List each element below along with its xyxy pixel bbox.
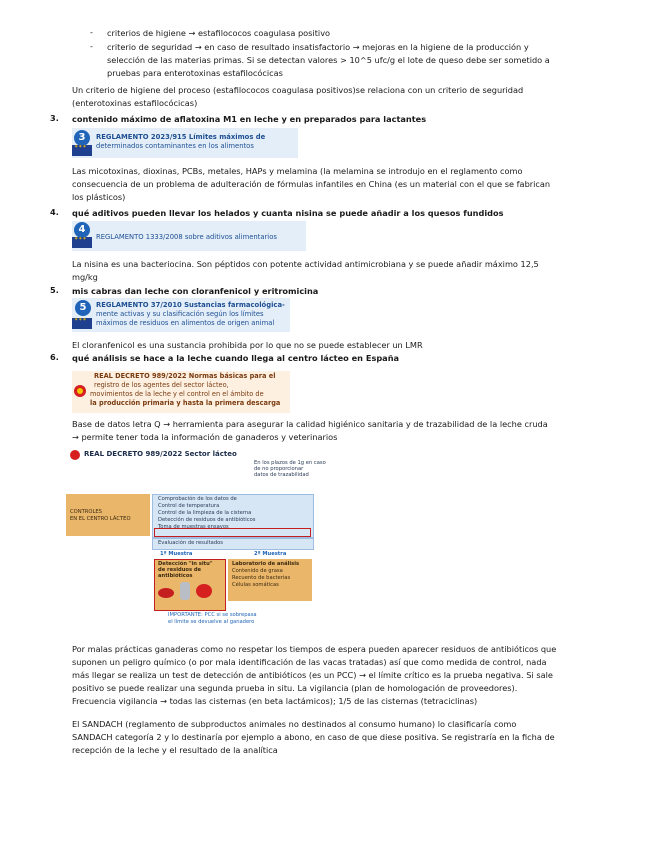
results-label: Evaluación de resultados: [158, 540, 223, 546]
diagram-footer: IMPORTANTE: PCC si se sobrepasa: [168, 612, 257, 618]
number-badge: 5: [75, 300, 91, 316]
number-badge: 4: [74, 222, 90, 238]
bullet-text: criterios de higiene → estafilococos coagulasa positivo: [107, 28, 331, 38]
diagram-note: En los plazos de 1g en caso: [254, 460, 326, 466]
banner-line: REGLAMENTO 2023/915 Límites máximos de: [96, 133, 266, 141]
check-item: Toma de muestras ensayos: [158, 524, 229, 530]
sample-label: 2ª Muestra: [254, 551, 287, 557]
check-item: Detección de residuos de antibióticos: [158, 517, 256, 523]
banner-line: máximos de residuos en alimentos de origen animal: [96, 319, 275, 327]
paragraph-line: El SANDACH (reglamento de subproductos animales no destinados al consumo humano) lo clasificaría como: [72, 719, 517, 729]
paragraph-line: El cloranfenicol es una sustancia prohibida por lo que no se puede establecer un LMR: [72, 340, 423, 350]
spain-logo-icon: [74, 385, 86, 397]
paragraph-line: recepción de la leche y el resultado de la analítica: [72, 745, 278, 755]
check-item: Control de la limpieza de la cisterna: [158, 510, 252, 516]
check-item: Comprobación de los datos de: [158, 496, 237, 502]
warning-icon: [196, 584, 212, 598]
check-item: Control de temperatura: [158, 503, 220, 509]
diagram-note: de no proporcionar: [254, 466, 304, 472]
box-label: Detección "in situ": [158, 561, 213, 567]
eu-flag-icon: [72, 145, 92, 156]
paragraph-line: Por malas prácticas ganaderas como no respetar los tiempos de espera pueden aparecer residuos de antibióticos que: [72, 644, 557, 654]
regulation-banner: [72, 298, 290, 332]
paragraph-line: consecuencia de un problema de adulteración de fórmulas infantiles en China (es un material con el que se fabrican: [72, 179, 551, 189]
lab-item: Células somáticas: [232, 582, 279, 588]
paragraph-line: SANDACH categoría 2 y lo destinaría por ejemplo a abono, en caso de que diese positiva. Se registraría en la ficha de: [72, 732, 555, 742]
question-title: contenido máximo de aflatoxina M1 en leche y en preparados para lactantes: [72, 114, 427, 124]
paragraph-line: los plásticos): [72, 192, 126, 202]
paragraph-line: (enterotoxinas estafilocócicas): [72, 98, 198, 108]
bullet-dash: -: [90, 41, 93, 51]
paragraph-line: suponen un peligro químico (o por mala identificación de las vacas tratadas) así que como medida de control, nada: [72, 657, 547, 667]
question-title: qué análisis se hace a la leche cuando llega al centro lácteo en España: [72, 353, 400, 363]
box-label: EN EL CENTRO LÁCTEO: [70, 516, 131, 522]
paragraph-line: mg/kg: [72, 272, 98, 282]
paragraph-line: Las micotoxinas, dioxinas, PCBs, metales, HAPs y melamina (la melamina se introdujo en el reglamento como: [72, 166, 523, 176]
real-decreto-banner: [72, 371, 290, 413]
question-number: 6.: [50, 352, 59, 362]
sample-vial-icon: [180, 582, 190, 600]
bullet-text: selección de las materias primas. Si se detectan valores > 10^5 ufc/g el lote de queso debe ser sometido a: [107, 55, 550, 65]
question-number: 4.: [50, 207, 59, 217]
banner-line: movimientos de la leche y el control en el ámbito de: [90, 390, 264, 398]
paragraph-line: Base de datos letra Q → herramienta para asegurar la calidad higiénico sanitaria y de trazabilidad de la leche cruda: [72, 419, 548, 429]
paragraph-line: → permite tener toda la información de ganaderos y veterinarios: [72, 432, 338, 442]
question-number: 3.: [50, 113, 59, 123]
box-label: antibióticos: [158, 573, 193, 579]
banner-line: determinados contaminantes en los alimentos: [96, 142, 254, 150]
banner-line: mente activas y su clasificación según los límites: [96, 310, 264, 318]
paragraph-line: La nisina es una bacteriocina. Son péptidos con potente actividad antimicrobiana y se puede añadir máximo 12,5: [72, 259, 539, 269]
sample-label: 1º Muestra: [160, 551, 193, 557]
bullet-text: pruebas para enterotoxinas estafilocócicas: [107, 68, 283, 78]
eu-flag-icon: [72, 318, 92, 329]
eu-flag-icon: [72, 237, 92, 248]
number-badge: 3: [74, 130, 90, 146]
diagram-note: datos de trazabilidad: [254, 472, 309, 478]
question-title: qué aditivos pueden llevar los helados y cuanta nisina se puede añadir a los quesos fundidos: [72, 208, 504, 218]
box-label: Laboratorio de análisis: [232, 561, 300, 567]
banner-line: REGLAMENTO 37/2010 Sustancias farmacológica-: [96, 301, 285, 309]
lab-item: Contenido de grasa: [232, 568, 283, 574]
box-label: CONTROLES: [70, 509, 102, 515]
diagram-footer: el límite se devuelve al ganadero: [168, 619, 255, 625]
bullet-dash: -: [90, 27, 93, 37]
sector-lacteo-diagram: [66, 448, 334, 628]
paragraph-line: más llegar se realiza un test de detección de antibióticos (es un PCC) → el límite crítico es la prueba negativa. Si sale: [72, 670, 553, 680]
banner-line: registro de los agentes del sector lácteo,: [94, 381, 229, 389]
banner-line: la producción primaria y hasta la primera descarga: [90, 399, 281, 407]
bullet-text: criterio de seguridad → en caso de resultado insatisfactorio → mejoras en la higiene de la producción y: [107, 42, 529, 52]
lab-item: Recuento de bacterias: [232, 575, 291, 581]
banner-line: REGLAMENTO 1333/2008 sobre aditivos alimentarios: [96, 233, 277, 241]
test-kit-icon: [158, 588, 174, 598]
question-number: 5.: [50, 285, 59, 295]
diagram-title: REAL DECRETO 989/2022 Sector lácteo: [84, 450, 237, 458]
paragraph-line: positivo se puede realizar una segunda prueba in situ. La vigilancia (plan de homologación de proveedores).: [72, 683, 518, 693]
banner-line: REAL DECRETO 989/2022 Normas básicas para el: [94, 372, 276, 380]
paragraph-line: Un criterio de higiene del proceso (estafilococos coagulasa positivos)se relaciona con un criterio de seguridad: [72, 85, 524, 95]
regulation-banner: [72, 221, 306, 251]
spain-logo-icon: [70, 450, 80, 460]
paragraph-line: Frecuencia vigilancia → todas las cisternas (en beta lactámicos); 1/5 de las cisternas (tetraciclinas): [72, 696, 478, 706]
regulation-banner: [72, 128, 298, 158]
box-label: de residuos de: [158, 567, 202, 573]
question-title: mis cabras dan leche con cloranfenicol y eritromicina: [72, 286, 319, 296]
